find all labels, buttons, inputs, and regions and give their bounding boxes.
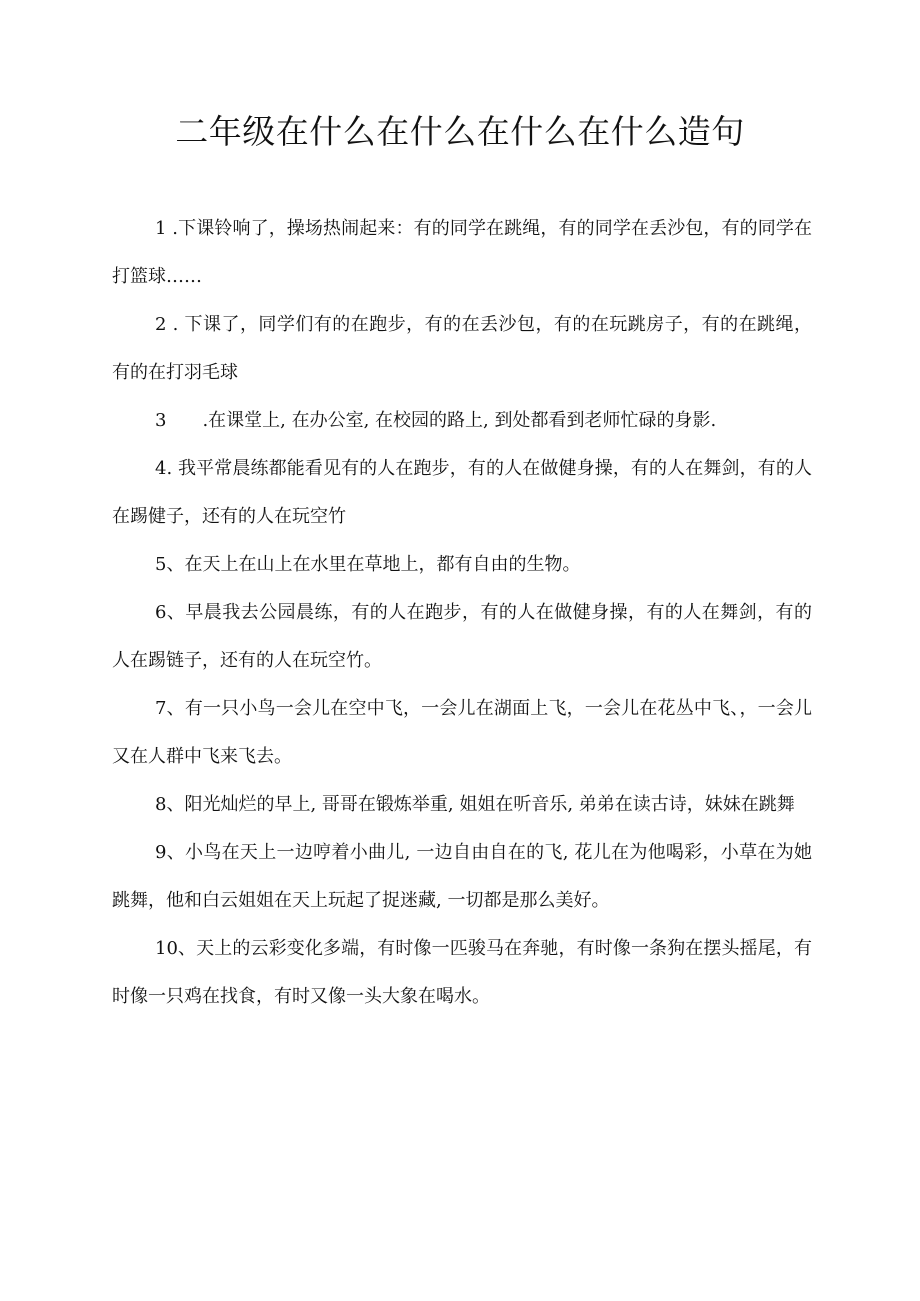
sentence-item: 1 .下课铃响了，操场热闹起来：有的同学在跳绳，有的同学在丢沙包，有的同学在打篮球…… xyxy=(112,218,812,287)
sentence-item: 6、早晨我去公园晨练，有的人在跑步，有的人在做健身操，有的人在舞剑，有的人在踢链子，还有的人在玩空竹。 xyxy=(112,602,812,671)
sentence-list xyxy=(112,205,812,1021)
sentence-item: 7、有一只小鸟一会儿在空中飞，一会儿在湖面上飞，一会儿在花丛中飞、，一会儿又在人群中飞来飞去。 xyxy=(112,698,812,767)
sentence-item: 4. 我平常晨练都能看见有的人在跑步，有的人在做健身操，有的人在舞剑，有的人在踢健子，还有的人在玩空竹 xyxy=(112,458,812,527)
sentence-item: 10、天上的云彩变化多端，有时像一匹骏马在奔驰，有时像一条狗在摆头摇尾，有时像一只鸡在找食，有时又像一头大象在喝水。 xyxy=(112,938,812,1007)
sentence-item: 3 .在课堂上, 在办公室, 在校园的路上, 到处都看到老师忙碌的身影. xyxy=(155,410,717,431)
sentence-item: 9、小鸟在天上一边哼着小曲儿, 一边自由自在的飞, 花儿在为他喝彩，小草在为她跳舞，他和白云姐姐在天上玩起了捉迷藏, 一切都是那么美好。 xyxy=(112,842,812,911)
document-title: 二年级在什么在什么在什么在什么造句 xyxy=(175,112,745,151)
sentence-item: 5、在天上在山上在水里在草地上，都有自由的生物。 xyxy=(155,554,581,575)
sentence-item: 2 . 下课了，同学们有的在跑步，有的在丢沙包，有的在玩跳房子，有的在跳绳，有的在打羽毛球 xyxy=(112,314,812,383)
sentence-item: 8、阳光灿烂的早上, 哥哥在锻炼举重, 姐姐在听音乐, 弟弟在读古诗，妹妹在跳舞 xyxy=(155,794,795,815)
